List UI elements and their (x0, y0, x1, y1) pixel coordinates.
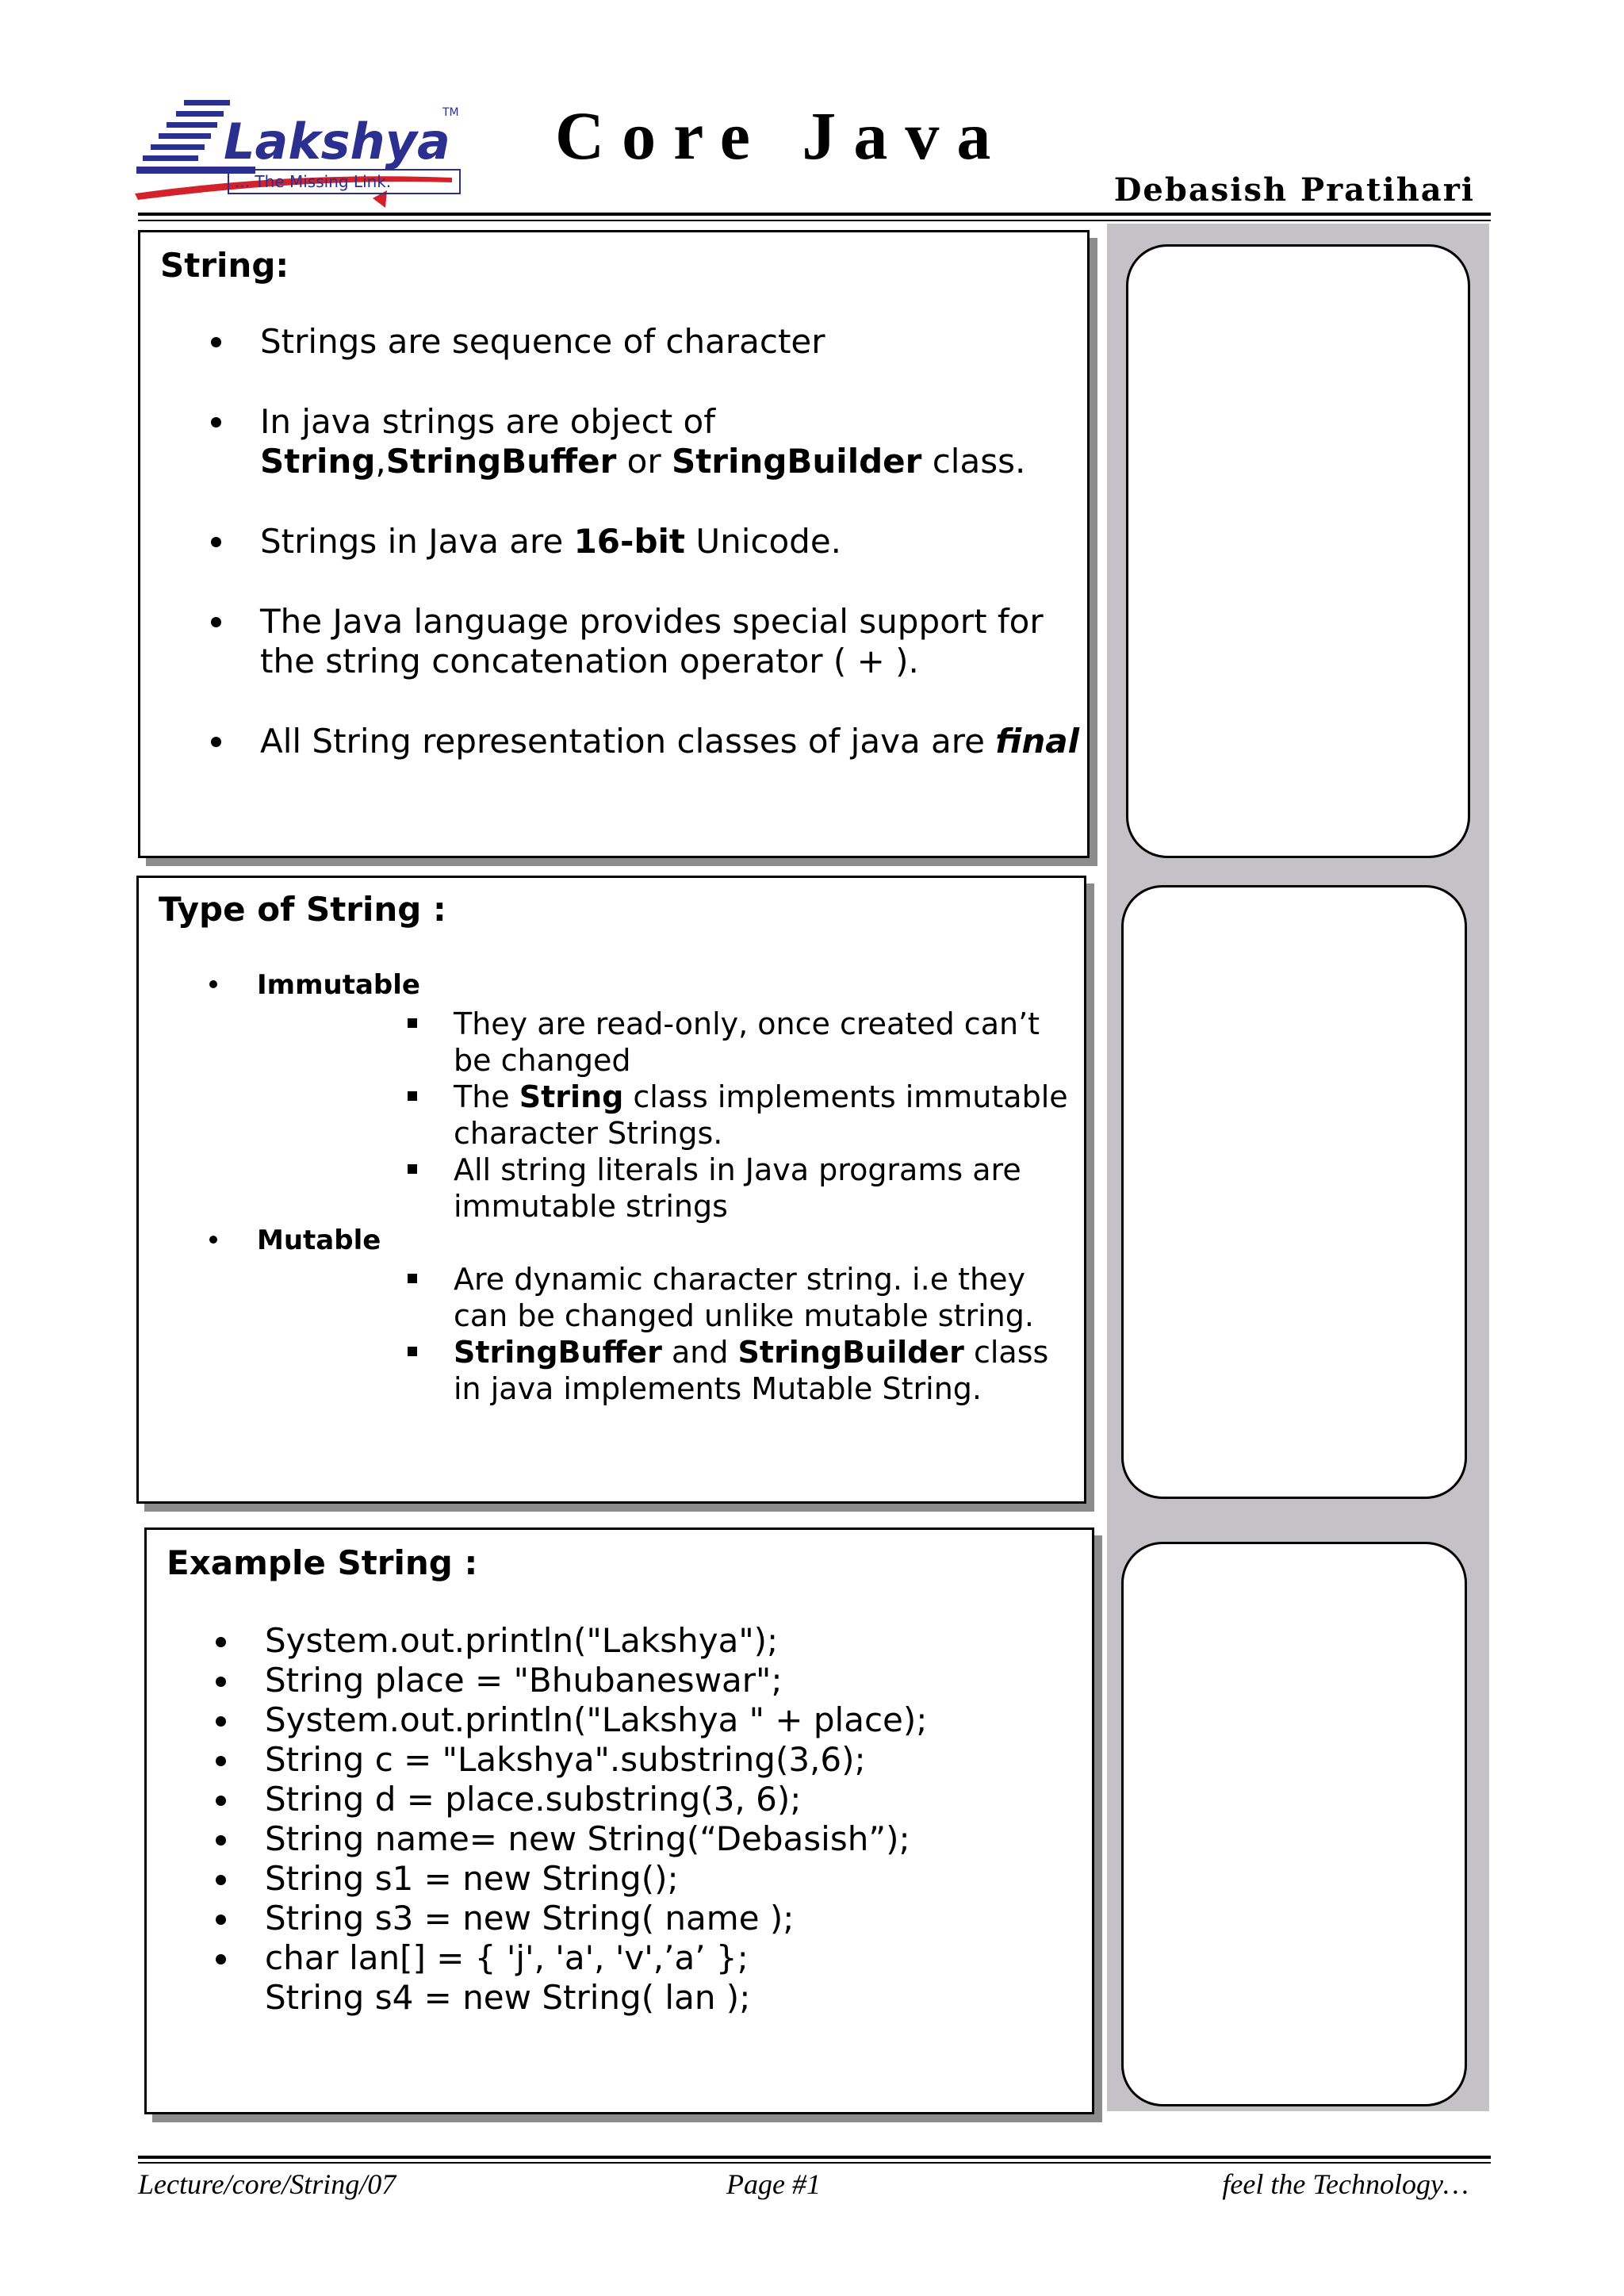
text-run: In java strings are object of (260, 402, 716, 441)
footer-tagline: feel the Technology… (1222, 2168, 1469, 2200)
footer-lecture-ref: Lecture/core/String/07 (138, 2168, 396, 2200)
note-box-3 (1121, 1542, 1467, 2106)
string-type-label: Immutable (257, 969, 420, 1001)
section-title-type-of-string: Type of String : (159, 890, 446, 929)
footer-rule-thin (138, 2162, 1491, 2164)
logo-graphic (135, 89, 468, 224)
code-example-line (265, 1978, 1074, 2018)
text-run: The (454, 1079, 519, 1114)
logo-wordmark: Lakshya (224, 113, 450, 171)
list-item-line (260, 322, 1083, 362)
list-item (211, 722, 1083, 761)
header-rule-thick (138, 213, 1491, 216)
list-item-line (260, 722, 1083, 761)
code-example-text: System.out.println("Lakshya " + place); (265, 1700, 928, 1739)
text-run: , (375, 442, 386, 481)
list-item (211, 402, 1083, 481)
bullet-icon (216, 1835, 226, 1846)
author-name: Debasish Pratihari (1113, 171, 1475, 209)
footer-rule-thick (138, 2156, 1491, 2159)
code-example-line (265, 1859, 1074, 1899)
bullet-icon (216, 1875, 226, 1885)
lakshya-logo (135, 89, 468, 224)
code-example-line (265, 1819, 1074, 1859)
list-item (211, 602, 1083, 681)
text-run: class implements immutable (623, 1079, 1068, 1114)
code-example-text: String s4 = new String( lan ); (265, 1978, 751, 2017)
bullet-icon (216, 1915, 226, 1925)
string-facts-list (211, 322, 1083, 802)
code-example-text: String c = "Lakshya".substring(3,6); (265, 1740, 866, 1779)
text-run: StringBuilder (737, 1335, 964, 1370)
sub-item-line: character Strings. (454, 1116, 723, 1151)
bullet-icon (211, 617, 221, 627)
sub-item-line: Are dynamic character string. i.e they (454, 1262, 1025, 1297)
bullet-icon (216, 1796, 226, 1806)
logo-trademark: TM (442, 106, 459, 119)
bullet-icon (216, 1677, 226, 1687)
bullet-icon (209, 980, 217, 988)
bullet-icon (216, 1954, 226, 1964)
list-item-line (260, 522, 1083, 562)
bullet-icon (216, 1716, 226, 1727)
section-title-example-string: Example String : (167, 1543, 478, 1582)
code-example-line (265, 1740, 1074, 1780)
header-rule-thin (138, 220, 1491, 221)
list-item-line (260, 442, 1083, 481)
footer-page-number: Page #1 (726, 2168, 821, 2200)
text-run: Strings are sequence of character (260, 322, 825, 361)
code-example-line (265, 1780, 1074, 1819)
code-example-text: String d = place.substring(3, 6); (265, 1780, 802, 1819)
square-bullet-icon (408, 1274, 417, 1283)
code-example-line (265, 1899, 1074, 1938)
code-example-text: String s3 = new String( name ); (265, 1899, 795, 1938)
text-run: class. (921, 442, 1026, 481)
code-example-text: char lan[] = { 'j', 'a', 'v',’a’ }; (265, 1938, 749, 1977)
text-run: the string concatenation operator ( + ). (260, 642, 919, 680)
code-example-text: String name= new String(“Debasish”); (265, 1819, 910, 1858)
text-run: StringBuilder (671, 442, 922, 481)
bullet-icon (211, 737, 221, 747)
note-box-1 (1126, 244, 1470, 858)
bullet-icon (211, 537, 221, 547)
code-example-text: System.out.println("Lakshya"); (265, 1621, 779, 1660)
sub-item-line (454, 1079, 1068, 1115)
text-run: final (995, 722, 1079, 761)
code-example-text: String s1 = new String(); (265, 1859, 679, 1898)
sub-item-line (454, 1334, 1048, 1370)
list-item-line (260, 642, 1083, 681)
string-examples-list (265, 1621, 1074, 2018)
text-run: and (661, 1335, 738, 1370)
square-bullet-icon (408, 1164, 417, 1174)
sub-item-line: can be changed unlike mutable string. (454, 1298, 1034, 1333)
code-example-line (265, 1700, 1074, 1740)
list-item-line (260, 402, 1083, 442)
sub-item-line: immutable strings (454, 1189, 728, 1224)
bullet-icon (216, 1756, 226, 1766)
text-run: String (519, 1079, 624, 1114)
sub-item-line: in java implements Mutable String. (454, 1371, 982, 1406)
document-title: Core Java (555, 98, 1009, 174)
list-item-line (260, 602, 1083, 642)
bullet-icon (216, 1637, 226, 1647)
text-run: Unicode. (684, 522, 842, 561)
logo-tagline: ... The Missing Link. (235, 172, 392, 191)
square-bullet-icon (408, 1347, 417, 1356)
code-example-line (265, 1938, 1074, 1978)
sub-item-line: be changed (454, 1043, 631, 1078)
bullet-icon (209, 1236, 217, 1244)
text-run: The Java language provides special support for (260, 602, 1044, 641)
text-run: 16-bit (573, 522, 685, 561)
section-title-string: String: (160, 246, 289, 285)
note-box-2 (1121, 885, 1467, 1499)
text-run: String (260, 442, 376, 481)
square-bullet-icon (408, 1091, 417, 1101)
text-run: or (616, 442, 672, 481)
string-type-label: Mutable (257, 1225, 381, 1256)
sub-item-line: All string literals in Java programs are (454, 1152, 1021, 1187)
code-example-line (265, 1621, 1074, 1661)
text-run: Strings in Java are (260, 522, 574, 561)
bullet-icon (211, 337, 221, 347)
text-run: StringBuffer (385, 442, 617, 481)
bullet-icon (211, 417, 221, 427)
code-example-text: String place = "Bhubaneswar"; (265, 1661, 783, 1700)
list-item (211, 522, 1083, 562)
sub-item-line: They are read-only, once created can’t (454, 1006, 1040, 1041)
list-item (211, 322, 1083, 362)
text-run: class (963, 1335, 1049, 1370)
code-example-line (265, 1661, 1074, 1700)
text-run: All String representation classes of java are (260, 722, 996, 761)
text-run: StringBuffer (454, 1335, 662, 1370)
square-bullet-icon (408, 1018, 417, 1028)
